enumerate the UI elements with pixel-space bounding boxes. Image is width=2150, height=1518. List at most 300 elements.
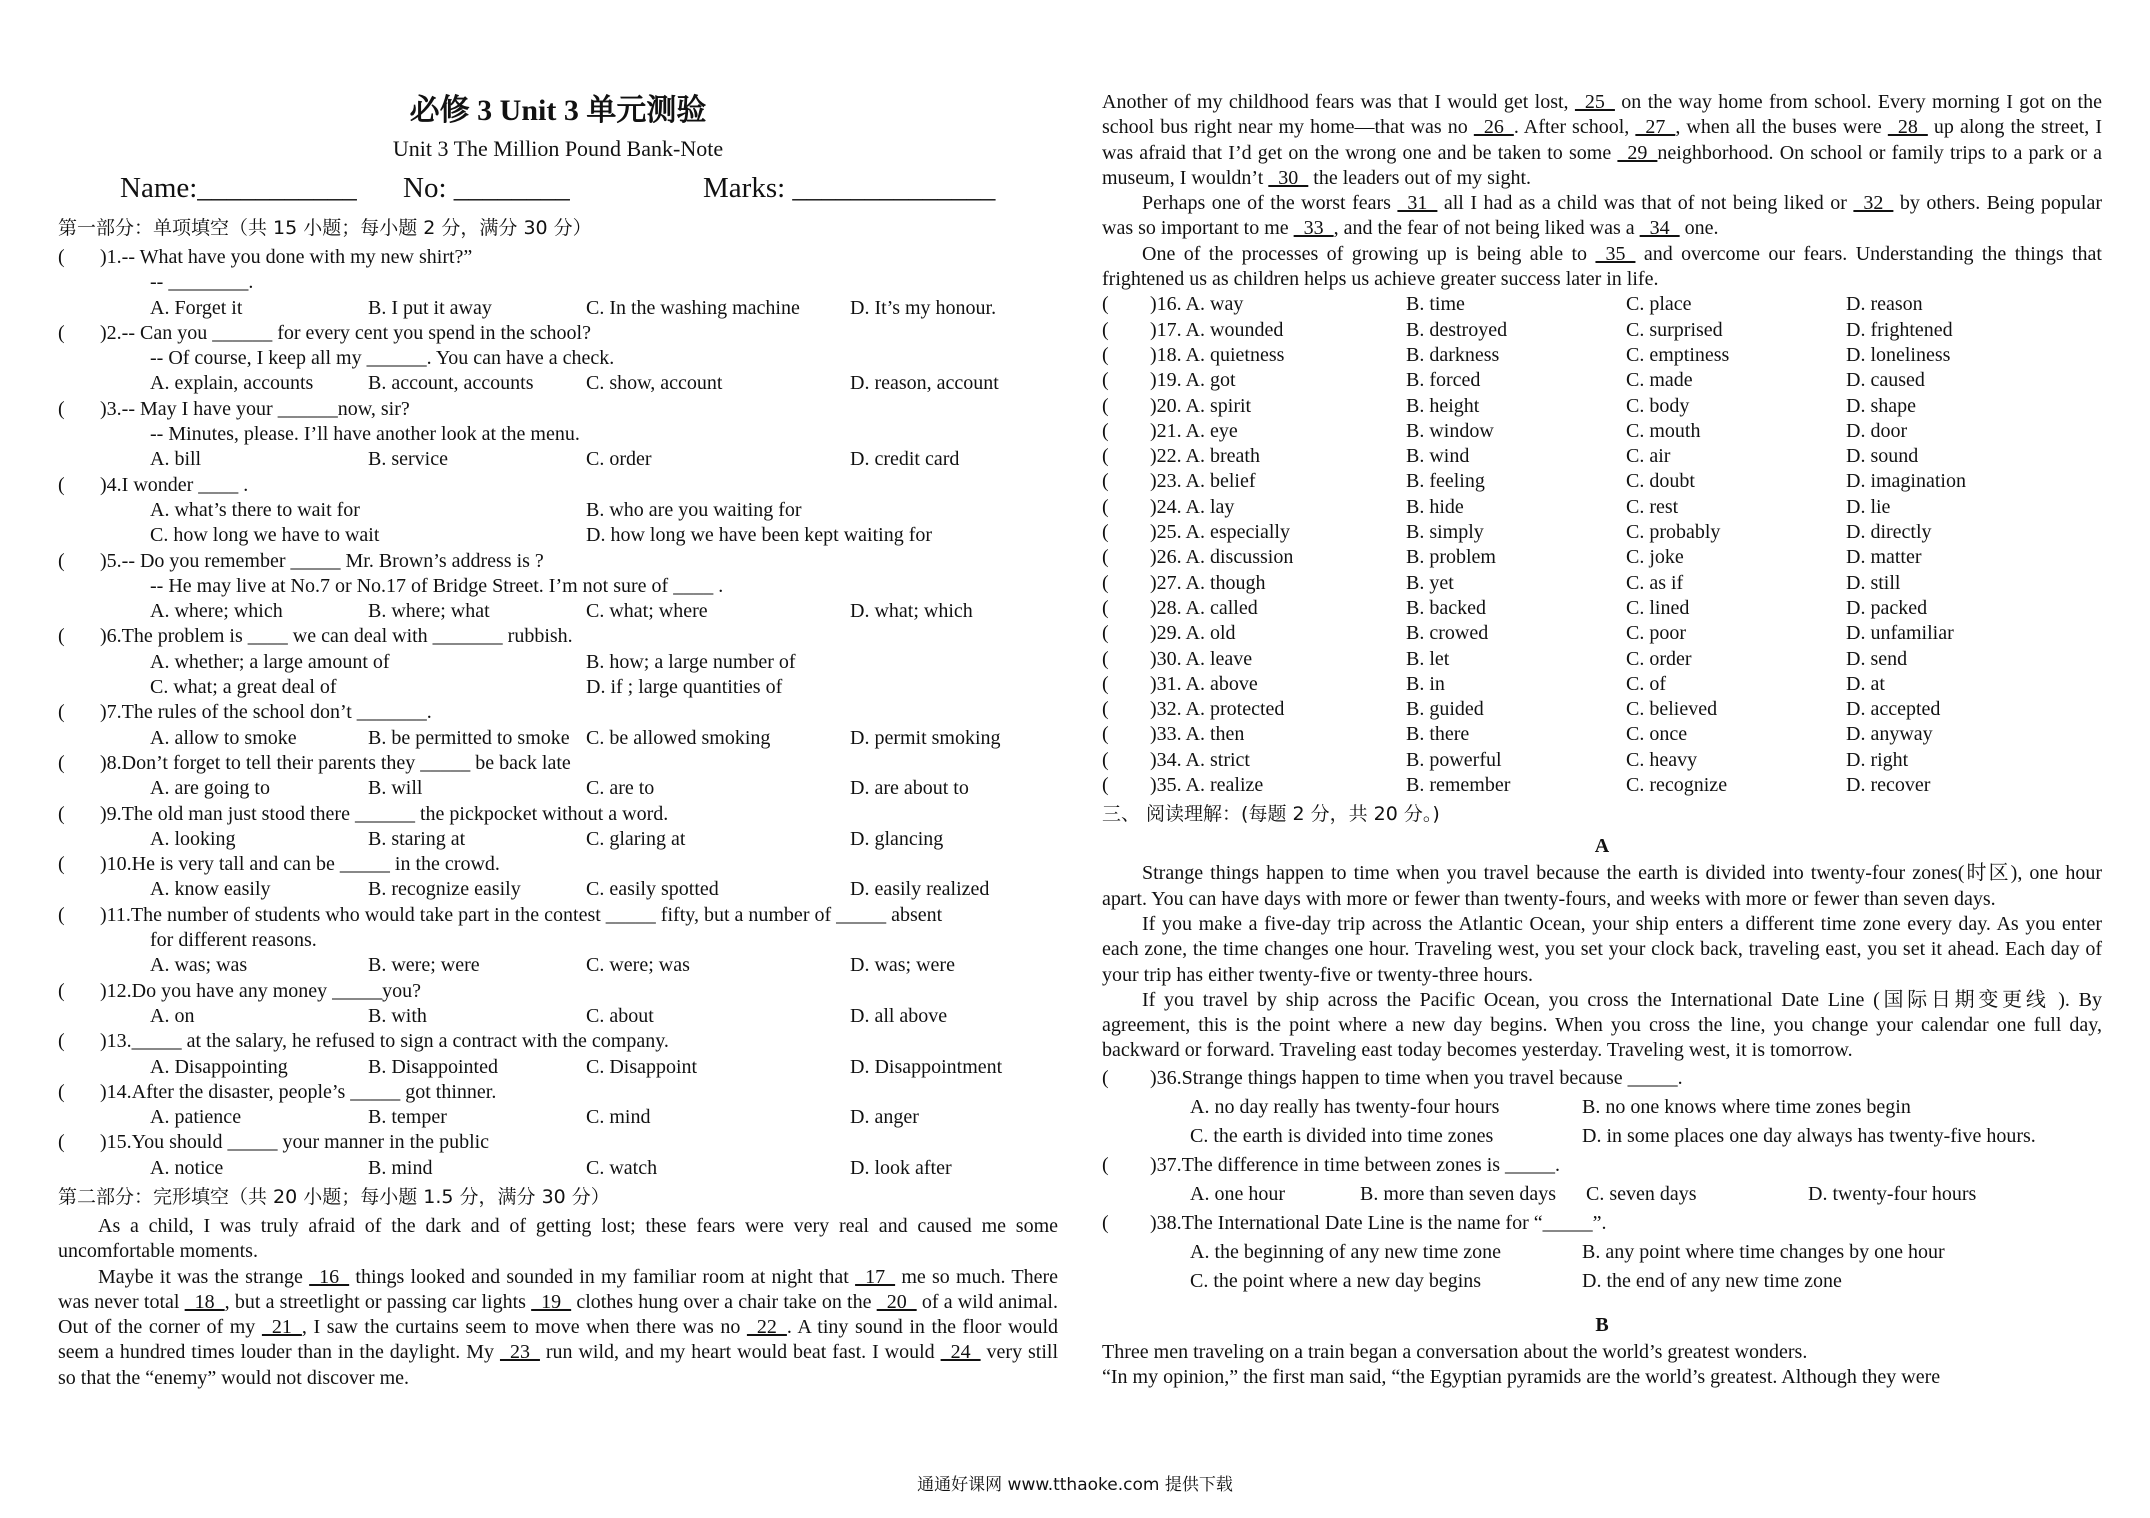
option-b[interactable]: B. problem	[1406, 546, 1496, 569]
passage-b	[1102, 1340, 2102, 1391]
option-a[interactable]: )32. A. protected	[1150, 698, 1285, 721]
options-row	[58, 877, 1058, 902]
option-a[interactable]: )21. A. eye	[1150, 419, 1238, 442]
question-stem: )14.After the disaster, people’s _____ got thinner.	[100, 1080, 497, 1103]
answer-bracket[interactable]: (	[1102, 571, 1109, 594]
option-d[interactable]: D. matter	[1846, 546, 1922, 569]
option-a[interactable]: A. whether; a large amount of	[150, 650, 390, 673]
option-a[interactable]: )34. A. strict	[1150, 748, 1250, 771]
answer-bracket[interactable]: (	[58, 625, 65, 648]
blank-number: 33	[1293, 217, 1334, 240]
option-a[interactable]: )19. A. got	[1150, 369, 1236, 392]
cloze-option-row	[1102, 722, 2102, 747]
answer-bracket[interactable]: (	[1102, 622, 1109, 645]
option-c[interactable]: C. mind	[586, 1106, 651, 1129]
option-a[interactable]: )27. A. though	[1150, 571, 1266, 594]
option-b[interactable]: B. guided	[1406, 698, 1484, 721]
question-line	[58, 346, 1058, 371]
options-row	[58, 726, 1058, 751]
blank-number: 19	[531, 1290, 572, 1313]
question-stem: )1.-- What have you done with my new shirt?”	[100, 246, 473, 268]
option-a[interactable]: )33. A. then	[1150, 723, 1245, 746]
option-d[interactable]: D. look after	[850, 1156, 952, 1179]
answer-bracket[interactable]: (	[1102, 723, 1109, 746]
option-b[interactable]: B. height	[1406, 394, 1480, 417]
cloze-option-row	[1102, 520, 2102, 545]
option-a[interactable]: A. patience	[150, 1106, 242, 1129]
option-b[interactable]: B. there	[1406, 723, 1470, 746]
answer-bracket[interactable]: (	[58, 549, 65, 572]
passage-a	[1102, 861, 2102, 1063]
options-row	[58, 827, 1058, 852]
option-d[interactable]: D. all above	[850, 1004, 948, 1027]
options-row	[1102, 1093, 2102, 1122]
option-c[interactable]: C. mouth	[1626, 419, 1701, 442]
cloze-option-row	[1102, 748, 2102, 773]
option-c[interactable]: C. body	[1626, 394, 1690, 417]
answer-bracket[interactable]: (	[1102, 1066, 1109, 1089]
cloze-option-row	[1102, 368, 2102, 393]
number-field[interactable]: No: ________	[403, 172, 570, 204]
cloze-option-row	[1102, 343, 2102, 368]
question-stem: )11.The number of students who would take part in the contest _____ fifty, but a number of _____ absent	[100, 903, 943, 926]
option-a[interactable]: )26. A. discussion	[1150, 546, 1294, 569]
question-stem: )3.-- May I have your ______now, sir?	[100, 397, 410, 420]
option-d[interactable]: D. shape	[1846, 394, 1916, 417]
answer-bracket[interactable]: (	[58, 321, 65, 344]
option-d[interactable]: D. credit card	[850, 448, 960, 471]
answer-bracket[interactable]: (	[58, 1030, 65, 1053]
option-a[interactable]: A. one hour	[1190, 1182, 1285, 1205]
answer-bracket[interactable]: (	[1102, 343, 1109, 366]
blank-number: 35	[1595, 242, 1636, 265]
option-d[interactable]: D. reason	[1846, 293, 1923, 316]
student-id-row	[58, 166, 1058, 212]
options-row	[58, 675, 1058, 700]
option-c[interactable]: C. joke	[1626, 546, 1684, 569]
option-b[interactable]: B. who are you waiting for	[586, 498, 802, 521]
option-c[interactable]: C. recognize	[1626, 774, 1728, 797]
passage-paragraph: Strange things happen to time when you travel because the earth is divided into twenty-four zones(时区), one hour apart. You can have days with more or fewer than twenty-fours, and weeks with more or fewer than seven days.	[1102, 862, 2102, 910]
option-a[interactable]: )20. A. spirit	[1150, 394, 1252, 417]
question-stem: )5.-- Do you remember _____ Mr. Brown’s address is ?	[100, 549, 544, 572]
option-b[interactable]: B. staring at	[368, 827, 466, 850]
option-d[interactable]: D. packed	[1846, 596, 1928, 619]
option-d[interactable]: D. twenty-four hours	[1808, 1182, 1977, 1205]
answer-bracket[interactable]: (	[1102, 698, 1109, 721]
cloze-option-row	[1102, 672, 2102, 697]
option-d[interactable]: D. what; which	[850, 600, 973, 623]
option-d[interactable]: D. accepted	[1846, 698, 1941, 721]
option-d[interactable]: D. how long we have been kept waiting for	[586, 524, 933, 547]
blank-number: 34	[1639, 217, 1680, 240]
option-a[interactable]: A. are going to	[150, 777, 270, 800]
option-c[interactable]: C. emptiness	[1626, 343, 1730, 366]
passage-paragraph: Three men traveling on a train began a conversation about the world’s greatest wonders.	[1102, 1340, 1808, 1363]
cloze-passage-right	[1102, 90, 2102, 292]
cloze-passage-left	[58, 1214, 1058, 1391]
option-d[interactable]: D. right	[1846, 748, 1909, 771]
option-d[interactable]: D. Disappointment	[850, 1055, 1003, 1078]
option-b[interactable]: B. yet	[1406, 571, 1454, 594]
answer-bracket[interactable]: (	[1102, 318, 1109, 341]
cloze-paragraph: As a child, I was truly afraid of the dark and of getting lost; these fears were very real and caused me some uncomfortable moments.	[58, 1214, 1058, 1263]
option-a[interactable]: A. looking	[150, 827, 236, 850]
option-c[interactable]: C. made	[1626, 369, 1693, 392]
answer-bracket[interactable]: (	[1102, 748, 1109, 771]
cloze-option-row	[1102, 545, 2102, 570]
answer-bracket[interactable]: (	[1102, 293, 1109, 316]
option-b[interactable]: B. no one knows where time zones begin	[1582, 1095, 1911, 1118]
marks-field[interactable]: Marks: ______________	[703, 172, 996, 204]
question-line	[58, 473, 1058, 498]
option-c[interactable]: C. the point where a new day begins	[1190, 1269, 1482, 1292]
option-a[interactable]: A. where; which	[150, 600, 283, 623]
answer-bracket[interactable]: (	[58, 802, 65, 825]
option-a[interactable]: )28. A. called	[1150, 596, 1258, 619]
option-a[interactable]: A. bill	[150, 448, 202, 471]
cloze-option-row	[1102, 773, 2102, 798]
option-b[interactable]: B. hide	[1406, 495, 1464, 518]
option-c[interactable]: C. rest	[1626, 495, 1679, 518]
option-b[interactable]: B. time	[1406, 293, 1465, 316]
options-row	[58, 447, 1058, 472]
options-row	[1102, 1180, 2102, 1209]
question-stem-cont: for different reasons.	[150, 929, 317, 952]
question-stem-cont: -- He may live at No.7 or No.17 of Bridge Street. I’m not sure of ____ .	[150, 574, 724, 597]
option-d[interactable]: D. in some places one day always has twenty-five hours.	[1582, 1124, 2036, 1147]
option-a[interactable]: )16. A. way	[1150, 293, 1244, 316]
section1-header: 第一部分：单项填空（共 15 小题；每小题 2 分，满分 30 分）	[58, 217, 592, 239]
option-d[interactable]: D. imagination	[1846, 470, 1966, 493]
option-b[interactable]: B. let	[1406, 647, 1450, 670]
option-b[interactable]: B. darkness	[1406, 343, 1500, 366]
question-line	[58, 852, 1058, 877]
option-c[interactable]: C. be allowed smoking	[586, 726, 771, 749]
option-d[interactable]: D. if ; large quantities of	[586, 676, 783, 699]
answer-bracket[interactable]: (	[1102, 521, 1109, 544]
option-c[interactable]: C. what; a great deal of	[150, 676, 337, 699]
question-stem: )2.-- Can you ______ for every cent you spend in the school?	[100, 321, 591, 344]
option-c[interactable]: C. probably	[1626, 521, 1721, 544]
answer-bracket[interactable]: (	[1102, 445, 1109, 468]
option-b[interactable]: B. will	[368, 777, 423, 800]
option-d[interactable]: D. still	[1846, 571, 1901, 594]
options-row	[1102, 1267, 2102, 1296]
option-c[interactable]: C. order	[1626, 647, 1692, 670]
option-b[interactable]: B. remember	[1406, 774, 1511, 797]
option-a[interactable]: A. Forget it	[150, 296, 243, 319]
passage-b-label: B	[1595, 1313, 1609, 1336]
question-line	[58, 1029, 1058, 1054]
option-d[interactable]: D. frightened	[1846, 318, 1953, 341]
question-line	[58, 1080, 1058, 1105]
question-line	[58, 802, 1058, 827]
option-a[interactable]: )23. A. belief	[1150, 470, 1256, 493]
question-line	[58, 751, 1058, 776]
option-b[interactable]: B. recognize easily	[368, 878, 521, 901]
option-d[interactable]: D. door	[1846, 419, 1908, 442]
question-stem-cont: -- Minutes, please. I’ll have another look at the menu.	[150, 423, 580, 446]
option-c[interactable]: C. of	[1626, 672, 1666, 695]
answer-bracket[interactable]: (	[58, 1080, 65, 1103]
question-line	[1102, 1151, 2102, 1180]
question-line	[58, 422, 1058, 447]
option-d[interactable]: D. anger	[850, 1106, 919, 1129]
answer-bracket[interactable]: (	[1102, 647, 1109, 670]
options-row	[58, 523, 1058, 548]
option-b[interactable]: B. crowed	[1406, 622, 1489, 645]
option-b[interactable]: B. window	[1406, 419, 1494, 442]
option-a[interactable]: )35. A. realize	[1150, 774, 1264, 797]
option-d[interactable]: D. unfamiliar	[1846, 622, 1954, 645]
blank-number: 28	[1887, 116, 1928, 139]
option-a[interactable]: A. know easily	[150, 878, 271, 901]
option-d[interactable]: D. permit smoking	[850, 726, 1001, 749]
option-a[interactable]: )29. A. old	[1150, 622, 1236, 645]
option-b[interactable]: B. any point where time changes by one hour	[1582, 1240, 1945, 1263]
option-b[interactable]: B. service	[368, 448, 448, 471]
section2-header: 第二部分：完形填空（共 20 小题；每小题 1.5 分，满分 30 分）	[58, 1185, 610, 1208]
option-a[interactable]: )24. A. lay	[1150, 495, 1235, 518]
answer-bracket[interactable]: (	[1102, 672, 1109, 695]
option-d[interactable]: D. reason, account	[850, 372, 999, 395]
option-a[interactable]: A. allow to smoke	[150, 726, 297, 749]
option-c[interactable]: C. once	[1626, 723, 1688, 746]
question-stem: )37.The difference in time between zones is _____.	[1150, 1153, 1561, 1176]
passage-paragraph: If you travel by ship across the Pacific Ocean, you cross the International Date Line (国际日期变更线 ). By agreement, this is the point where a new day begins. When you cross the line, you change your calendar one full day, backward or forward. Traveling east today becomes yesterday. Traveling west, it is tomorrow.	[1102, 988, 2102, 1062]
cloze-option-row	[1102, 292, 2102, 317]
passage-paragraph: If you make a five-day trip across the Atlantic Ocean, your ship enters a different time zone every day. As you enter each zone, the time changes one hour. Traveling west, you set your clock back, traveling east, you set it ahead. Each day of your trip has either twenty-five or twenty-three hours.	[1102, 912, 2102, 986]
option-b[interactable]: B. were; were	[368, 954, 480, 977]
option-c[interactable]: C. doubt	[1626, 470, 1695, 493]
blank-number: 27	[1635, 116, 1676, 139]
answer-bracket[interactable]: (	[1102, 546, 1109, 569]
blank-number: 22	[746, 1316, 787, 1339]
options-row	[58, 776, 1058, 801]
option-d[interactable]: D. glancing	[850, 827, 944, 850]
answer-bracket[interactable]: (	[1102, 495, 1109, 518]
option-b[interactable]: B. feeling	[1406, 470, 1485, 493]
option-b[interactable]: B. mind	[368, 1156, 433, 1179]
left-column	[58, 90, 1058, 1391]
blank-number: 30	[1268, 166, 1309, 189]
question-stem: )8.Don’t forget to tell their parents they _____ be back late	[100, 751, 571, 774]
cloze-option-row	[1102, 444, 2102, 469]
option-a[interactable]: )31. A. above	[1150, 672, 1258, 695]
answer-bracket[interactable]: (	[58, 701, 65, 724]
option-a[interactable]: )18. A. quietness	[1150, 343, 1285, 366]
option-b[interactable]: B. I put it away	[368, 296, 492, 319]
option-b[interactable]: B. with	[368, 1004, 427, 1027]
answer-bracket[interactable]: (	[1102, 1211, 1109, 1234]
option-b[interactable]: B. forced	[1406, 369, 1481, 392]
option-a[interactable]: A. the beginning of any new time zone	[1190, 1240, 1502, 1263]
question-stem: )9.The old man just stood there ______ the pickpocket without a word.	[100, 802, 669, 825]
options-row	[58, 498, 1058, 523]
cloze-options	[1102, 292, 2102, 798]
question-stem: )36.Strange things happen to time when you travel because _____.	[1150, 1066, 1683, 1089]
answer-bracket[interactable]: (	[58, 903, 65, 926]
option-c[interactable]: C. surprised	[1626, 318, 1723, 341]
answer-bracket[interactable]: (	[58, 853, 65, 876]
question-stem: )7.The rules of the school don’t _______.	[100, 701, 432, 724]
option-a[interactable]: A. on	[150, 1004, 195, 1027]
option-a[interactable]: )22. A. breath	[1150, 445, 1260, 468]
option-d[interactable]: D. directly	[1846, 521, 1932, 544]
passage-paragraph: “In my opinion,” the first man said, “the Egyptian pyramids are the world’s greatest. Although they were	[1102, 1365, 1941, 1388]
question-line	[1102, 1209, 2102, 1238]
options-row	[58, 650, 1058, 675]
option-c[interactable]: C. as if	[1626, 571, 1684, 594]
option-c[interactable]: C. the earth is divided into time zones	[1190, 1124, 1494, 1147]
options-row	[1102, 1238, 2102, 1267]
cloze-option-row	[1102, 419, 2102, 444]
option-d[interactable]: D. easily realized	[850, 878, 990, 901]
cloze-paragraph: Another of my childhood fears was that I would get lost, 25 on the way home from school. Every morning I got on the school bus right near my home—that was no 26 . After school, 27 , when all the buses were 28 up along the street, I was afraid that I’d get on the wrong one and be taken to some 29 neighborhood. On school or family trips to a park or a museum, I wouldn’t 30 the leaders out of my sight.	[1102, 91, 2103, 189]
option-c[interactable]: C. glaring at	[586, 827, 686, 850]
question-line	[1102, 1064, 2102, 1093]
question-line	[58, 270, 1058, 295]
name-field[interactable]: Name:___________	[120, 172, 357, 204]
option-b[interactable]: B. temper	[368, 1106, 447, 1129]
option-c[interactable]: C. are to	[586, 777, 655, 800]
option-b[interactable]: B. where; what	[368, 600, 490, 623]
section1-questions	[58, 245, 1058, 1181]
option-c[interactable]: C. about	[586, 1004, 654, 1027]
question-line	[58, 397, 1058, 422]
option-b[interactable]: B. backed	[1406, 596, 1486, 619]
option-c[interactable]: C. seven days	[1586, 1182, 1697, 1205]
option-c[interactable]: C. order	[586, 448, 652, 471]
blank-number: 17	[855, 1265, 896, 1288]
option-d[interactable]: D. It’s my honour.	[850, 296, 997, 319]
section3-header: 三、 阅读理解：(每题 2 分，共 20 分。)	[1102, 803, 1440, 826]
answer-bracket[interactable]: (	[1102, 394, 1109, 417]
option-c[interactable]: C. place	[1626, 293, 1692, 316]
question-line	[58, 700, 1058, 725]
answer-bracket[interactable]: (	[58, 979, 65, 1002]
cloze-paragraph: Perhaps one of the worst fears 31 all I had as a child was that of not being liked or 32 by others. Being popular was so important to me 33 , and the fear of not being liked was a 34 one.	[1102, 192, 2103, 240]
option-d[interactable]: D. at	[1846, 672, 1885, 695]
option-b[interactable]: B. destroyed	[1406, 318, 1508, 341]
question-stem: )12.Do you have any money _____you?	[100, 979, 422, 1002]
answer-bracket[interactable]: (	[58, 473, 65, 496]
cloze-option-row	[1102, 571, 2102, 596]
option-d[interactable]: D. lie	[1846, 495, 1891, 518]
option-c[interactable]: C. air	[1626, 445, 1671, 468]
blank-number: 26	[1473, 116, 1514, 139]
answer-bracket[interactable]: (	[1102, 1153, 1109, 1176]
option-d[interactable]: D. sound	[1846, 445, 1919, 468]
answer-bracket[interactable]: (	[1102, 470, 1109, 493]
option-a[interactable]: )17. A. wounded	[1150, 318, 1284, 341]
footer-credit: 通通好课网 www.tthaoke.com 提供下载	[917, 1475, 1233, 1495]
option-d[interactable]: D. was; were	[850, 954, 955, 977]
answer-bracket[interactable]: (	[58, 751, 65, 774]
cloze-paragraph: Maybe it was the strange 16 things looked and sounded in my familiar room at night that 17 me so much. There was never total 18 , but a streetlight or passing car lights 19 clothes hung over a chair take on the 20 of a wild animal. Out of the corner of my 21 , I saw the curtains seem to move when there was no 22 . A tiny sound in the floor would seem a hundred times louder than in the daylight. My 23 run wild, and my heart would beat fast. I would 24 very still so that the “enemy” would not discover me.	[58, 1265, 1059, 1389]
option-d[interactable]: D. the end of any new time zone	[1582, 1269, 1842, 1292]
option-b[interactable]: B. account, accounts	[368, 372, 534, 395]
option-b[interactable]: B. be permitted to smoke	[368, 726, 570, 749]
option-c[interactable]: C. heavy	[1626, 748, 1698, 771]
blank-number: 24	[940, 1341, 981, 1364]
option-b[interactable]: B. in	[1406, 672, 1445, 695]
blank-number: 25	[1574, 91, 1615, 113]
option-a[interactable]: A. explain, accounts	[150, 372, 314, 395]
question-line	[58, 245, 1058, 270]
question-line	[58, 928, 1058, 953]
question-line	[58, 321, 1058, 346]
cloze-option-row	[1102, 647, 2102, 672]
option-b[interactable]: B. how; a large number of	[586, 650, 796, 673]
option-d[interactable]: D. recover	[1846, 774, 1931, 797]
cloze-option-row	[1102, 621, 2102, 646]
page-subtitle: Unit 3 The Million Pound Bank-Note	[392, 136, 724, 161]
option-c[interactable]: C. In the washing machine	[586, 296, 800, 319]
option-c[interactable]: C. poor	[1626, 622, 1686, 645]
option-a[interactable]: A. no day really has twenty-four hours	[1190, 1095, 1500, 1118]
cloze-option-row	[1102, 318, 2102, 343]
answer-bracket[interactable]: (	[1102, 596, 1109, 619]
option-b[interactable]: B. wind	[1406, 445, 1470, 468]
option-a[interactable]: )30. A. leave	[1150, 647, 1253, 670]
question-line	[58, 903, 1058, 928]
question-stem: )38.The International Date Line is the name for “_____”.	[1150, 1211, 1607, 1234]
option-c[interactable]: C. show, account	[586, 372, 723, 395]
option-c[interactable]: C. Disappoint	[586, 1055, 698, 1078]
option-a[interactable]: A. was; was	[150, 954, 248, 977]
options-row	[58, 1105, 1058, 1130]
option-a[interactable]: A. what’s there to wait for	[150, 498, 360, 521]
option-b[interactable]: B. simply	[1406, 521, 1484, 544]
option-d[interactable]: D. are about to	[850, 777, 969, 800]
option-c[interactable]: C. were; was	[586, 954, 690, 977]
blank-number: 32	[1853, 192, 1894, 215]
option-a[interactable]: A. notice	[150, 1156, 224, 1179]
option-a[interactable]: A. Disappointing	[150, 1055, 288, 1078]
option-c[interactable]: C. lined	[1626, 596, 1690, 619]
option-a[interactable]: )25. A. especially	[1150, 521, 1290, 544]
option-c[interactable]: C. what; where	[586, 600, 708, 623]
options-row	[58, 599, 1058, 624]
option-b[interactable]: B. Disappointed	[368, 1055, 498, 1078]
option-c[interactable]: C. believed	[1626, 698, 1718, 721]
question-line	[58, 574, 1058, 599]
answer-bracket[interactable]: (	[58, 397, 65, 420]
question-stem-cont: -- Of course, I keep all my ______. You can have a check.	[150, 347, 615, 370]
option-d[interactable]: D. loneliness	[1846, 343, 1951, 366]
option-c[interactable]: C. how long we have to wait	[150, 524, 380, 547]
cloze-option-row	[1102, 469, 2102, 494]
option-b[interactable]: B. powerful	[1406, 748, 1502, 771]
option-d[interactable]: D. anyway	[1846, 723, 1933, 746]
answer-bracket[interactable]: (	[1102, 419, 1109, 442]
answer-bracket[interactable]: (	[1102, 774, 1109, 797]
cloze-option-row	[1102, 697, 2102, 722]
right-column	[1102, 90, 2102, 1390]
answer-bracket[interactable]: (	[58, 246, 65, 268]
answer-bracket[interactable]: (	[1102, 369, 1109, 392]
answer-bracket[interactable]: (	[58, 1131, 65, 1154]
options-row	[58, 1156, 1058, 1181]
option-c[interactable]: C. watch	[586, 1156, 658, 1179]
blank-number: 31	[1397, 192, 1438, 215]
option-d[interactable]: D. send	[1846, 647, 1908, 670]
option-b[interactable]: B. more than seven days	[1360, 1182, 1557, 1205]
option-d[interactable]: D. caused	[1846, 369, 1925, 392]
option-c[interactable]: C. easily spotted	[586, 878, 719, 901]
